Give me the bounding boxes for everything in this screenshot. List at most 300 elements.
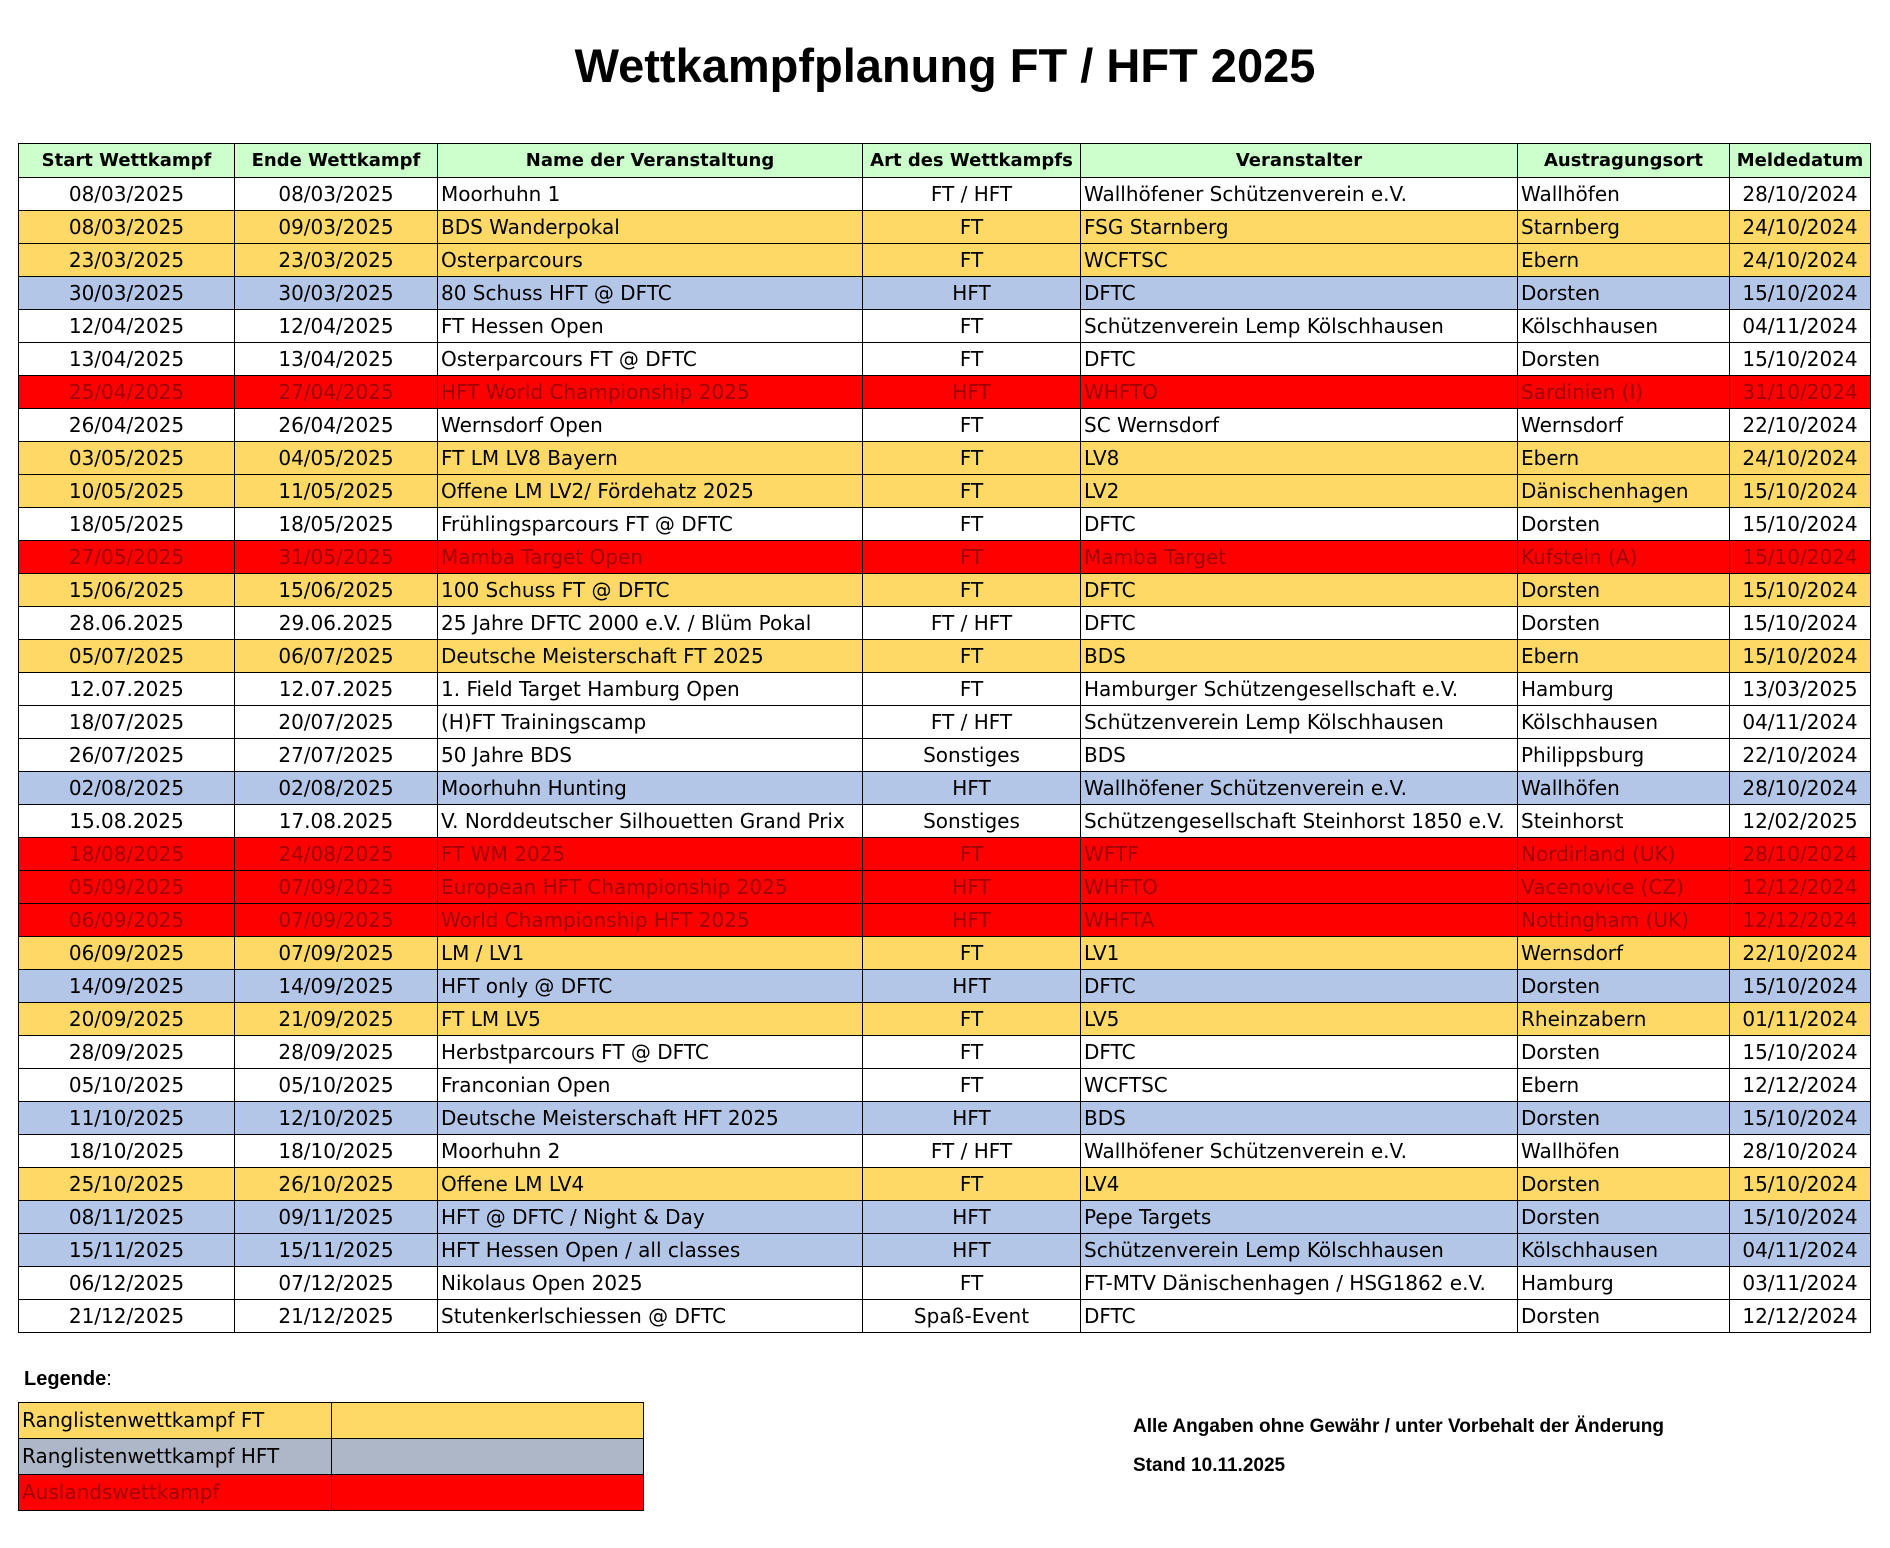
cell-registration-date: 04/11/2024 xyxy=(1730,310,1871,343)
cell-event-type: FT xyxy=(863,1036,1081,1069)
cell-start-date: 25/04/2025 xyxy=(19,376,235,409)
cell-venue: Dorsten xyxy=(1518,1201,1730,1234)
cell-event-name: 1. Field Target Hamburg Open xyxy=(438,673,863,706)
cell-registration-date: 22/10/2024 xyxy=(1730,739,1871,772)
cell-venue: Dänischenhagen xyxy=(1518,475,1730,508)
cell-venue: Nottingham (UK) xyxy=(1518,904,1730,937)
table-row xyxy=(19,1168,1871,1201)
cell-registration-date: 01/11/2024 xyxy=(1730,1003,1871,1036)
cell-registration-date: 15/10/2024 xyxy=(1730,1036,1871,1069)
cell-registration-date: 15/10/2024 xyxy=(1730,508,1871,541)
table-row xyxy=(19,409,1871,442)
cell-event-type: FT / HFT xyxy=(863,1135,1081,1168)
cell-end-date: 17.08.2025 xyxy=(235,805,438,838)
cell-start-date: 05/07/2025 xyxy=(19,640,235,673)
cell-end-date: 13/04/2025 xyxy=(235,343,438,376)
cell-end-date: 18/05/2025 xyxy=(235,508,438,541)
cell-organizer: DFTC xyxy=(1081,574,1518,607)
cell-venue: Dorsten xyxy=(1518,1300,1730,1333)
cell-registration-date: 12/12/2024 xyxy=(1730,1300,1871,1333)
cell-organizer: BDS xyxy=(1081,640,1518,673)
cell-start-date: 23/03/2025 xyxy=(19,244,235,277)
cell-venue: Kölschhausen xyxy=(1518,1234,1730,1267)
cell-organizer: Mamba Target xyxy=(1081,541,1518,574)
cell-end-date: 29.06.2025 xyxy=(235,607,438,640)
cell-venue: Ebern xyxy=(1518,244,1730,277)
cell-organizer: Wallhöfener Schützenverein e.V. xyxy=(1081,772,1518,805)
cell-venue: Starnberg xyxy=(1518,211,1730,244)
cell-event-name: Osterparcours xyxy=(438,244,863,277)
cell-venue: Rheinzabern xyxy=(1518,1003,1730,1036)
cell-registration-date: 15/10/2024 xyxy=(1730,475,1871,508)
table-row xyxy=(19,1234,1871,1267)
cell-event-name: Moorhuhn Hunting xyxy=(438,772,863,805)
cell-start-date: 06/09/2025 xyxy=(19,904,235,937)
table-row xyxy=(19,640,1871,673)
cell-start-date: 06/12/2025 xyxy=(19,1267,235,1300)
cell-start-date: 28.06.2025 xyxy=(19,607,235,640)
cell-event-type: FT xyxy=(863,574,1081,607)
cell-organizer: BDS xyxy=(1081,739,1518,772)
stand-date: Stand 10.11.2025 xyxy=(1133,1455,1286,1476)
cell-event-name: Moorhuhn 1 xyxy=(438,178,863,211)
cell-venue: Wallhöfen xyxy=(1518,178,1730,211)
cell-event-name: 100 Schuss FT @ DFTC xyxy=(438,574,863,607)
column-header-type: Art des Wettkampfs xyxy=(863,144,1081,178)
table-row xyxy=(19,1300,1871,1333)
cell-organizer: Pepe Targets xyxy=(1081,1201,1518,1234)
cell-venue: Ebern xyxy=(1518,442,1730,475)
cell-event-type: FT xyxy=(863,1267,1081,1300)
cell-end-date: 20/07/2025 xyxy=(235,706,438,739)
table-row xyxy=(19,574,1871,607)
cell-event-name: 80 Schuss HFT @ DFTC xyxy=(438,277,863,310)
cell-venue: Wernsdorf xyxy=(1518,937,1730,970)
cell-start-date: 10/05/2025 xyxy=(19,475,235,508)
cell-registration-date: 28/10/2024 xyxy=(1730,772,1871,805)
cell-organizer: WHFTO xyxy=(1081,871,1518,904)
table-row xyxy=(19,1135,1871,1168)
table-row xyxy=(19,541,1871,574)
cell-event-type: HFT xyxy=(863,376,1081,409)
cell-venue: Hamburg xyxy=(1518,673,1730,706)
cell-end-date: 09/03/2025 xyxy=(235,211,438,244)
cell-registration-date: 13/03/2025 xyxy=(1730,673,1871,706)
column-header-end: Ende Wettkampf xyxy=(235,144,438,178)
schedule-table xyxy=(18,143,1871,1333)
cell-registration-date: 24/10/2024 xyxy=(1730,244,1871,277)
cell-registration-date: 24/10/2024 xyxy=(1730,442,1871,475)
legend-table xyxy=(18,1402,644,1511)
table-row xyxy=(19,1036,1871,1069)
table-row xyxy=(19,937,1871,970)
cell-end-date: 12/04/2025 xyxy=(235,310,438,343)
cell-event-name: FT LM LV8 Bayern xyxy=(438,442,863,475)
cell-start-date: 20/09/2025 xyxy=(19,1003,235,1036)
cell-start-date: 15/06/2025 xyxy=(19,574,235,607)
cell-start-date: 03/05/2025 xyxy=(19,442,235,475)
cell-event-type: FT xyxy=(863,508,1081,541)
cell-event-name: Herbstparcours FT @ DFTC xyxy=(438,1036,863,1069)
cell-venue: Vacenovice (CZ) xyxy=(1518,871,1730,904)
cell-start-date: 27/05/2025 xyxy=(19,541,235,574)
cell-venue: Wallhöfen xyxy=(1518,1135,1730,1168)
cell-registration-date: 15/10/2024 xyxy=(1730,970,1871,1003)
cell-start-date: 08/03/2025 xyxy=(19,211,235,244)
table-row xyxy=(19,1201,1871,1234)
cell-event-name: Stutenkerlschiessen @ DFTC xyxy=(438,1300,863,1333)
cell-venue: Sardinien (I) xyxy=(1518,376,1730,409)
cell-registration-date: 15/10/2024 xyxy=(1730,607,1871,640)
cell-end-date: 24/08/2025 xyxy=(235,838,438,871)
cell-venue: Dorsten xyxy=(1518,1102,1730,1135)
cell-registration-date: 22/10/2024 xyxy=(1730,937,1871,970)
cell-organizer: LV2 xyxy=(1081,475,1518,508)
cell-organizer: WHFTA xyxy=(1081,904,1518,937)
cell-event-type: HFT xyxy=(863,1234,1081,1267)
column-header-venue: Austragungsort xyxy=(1518,144,1730,178)
cell-event-name: Mamba Target Open xyxy=(438,541,863,574)
table-row xyxy=(19,871,1871,904)
cell-event-name: V. Norddeutscher Silhouetten Grand Prix xyxy=(438,805,863,838)
table-row xyxy=(19,706,1871,739)
cell-start-date: 06/09/2025 xyxy=(19,937,235,970)
cell-organizer: Schützenverein Lemp Kölschhausen xyxy=(1081,1234,1518,1267)
cell-venue: Hamburg xyxy=(1518,1267,1730,1300)
cell-event-type: HFT xyxy=(863,1102,1081,1135)
cell-event-type: FT xyxy=(863,1069,1081,1102)
cell-event-type: FT xyxy=(863,1168,1081,1201)
cell-organizer: Schützenverein Lemp Kölschhausen xyxy=(1081,310,1518,343)
cell-end-date: 12/10/2025 xyxy=(235,1102,438,1135)
table-row xyxy=(19,1003,1871,1036)
cell-end-date: 14/09/2025 xyxy=(235,970,438,1003)
cell-venue: Dorsten xyxy=(1518,508,1730,541)
cell-end-date: 21/12/2025 xyxy=(235,1300,438,1333)
cell-registration-date: 04/11/2024 xyxy=(1730,1234,1871,1267)
cell-event-type: Sonstiges xyxy=(863,739,1081,772)
cell-venue: Dorsten xyxy=(1518,277,1730,310)
cell-venue: Steinhorst xyxy=(1518,805,1730,838)
column-header-registration: Meldedatum xyxy=(1730,144,1871,178)
cell-end-date: 11/05/2025 xyxy=(235,475,438,508)
cell-event-type: FT xyxy=(863,475,1081,508)
cell-organizer: DFTC xyxy=(1081,1036,1518,1069)
legend-swatch xyxy=(332,1475,644,1511)
cell-end-date: 18/10/2025 xyxy=(235,1135,438,1168)
cell-registration-date: 15/10/2024 xyxy=(1730,1201,1871,1234)
cell-organizer: FSG Starnberg xyxy=(1081,211,1518,244)
table-row xyxy=(19,1069,1871,1102)
cell-registration-date: 12/12/2024 xyxy=(1730,871,1871,904)
cell-registration-date: 12/02/2025 xyxy=(1730,805,1871,838)
table-row xyxy=(19,772,1871,805)
cell-end-date: 07/09/2025 xyxy=(235,937,438,970)
cell-end-date: 12.07.2025 xyxy=(235,673,438,706)
legend-body xyxy=(19,1403,644,1511)
cell-registration-date: 04/11/2024 xyxy=(1730,706,1871,739)
cell-end-date: 15/06/2025 xyxy=(235,574,438,607)
table-row xyxy=(19,673,1871,706)
cell-organizer: DFTC xyxy=(1081,508,1518,541)
cell-event-type: FT / HFT xyxy=(863,607,1081,640)
cell-organizer: DFTC xyxy=(1081,607,1518,640)
cell-event-type: FT / HFT xyxy=(863,178,1081,211)
cell-venue: Kölschhausen xyxy=(1518,706,1730,739)
cell-event-name: HFT Hessen Open / all classes xyxy=(438,1234,863,1267)
cell-end-date: 21/09/2025 xyxy=(235,1003,438,1036)
cell-organizer: Schützengesellschaft Steinhorst 1850 e.V. xyxy=(1081,805,1518,838)
cell-registration-date: 22/10/2024 xyxy=(1730,409,1871,442)
cell-end-date: 02/08/2025 xyxy=(235,772,438,805)
table-row xyxy=(19,277,1871,310)
cell-venue: Dorsten xyxy=(1518,574,1730,607)
table-row xyxy=(19,508,1871,541)
cell-start-date: 12.07.2025 xyxy=(19,673,235,706)
column-header-start: Start Wettkampf xyxy=(19,144,235,178)
cell-event-name: FT Hessen Open xyxy=(438,310,863,343)
cell-end-date: 08/03/2025 xyxy=(235,178,438,211)
cell-event-type: FT / HFT xyxy=(863,706,1081,739)
cell-event-type: Spaß-Event xyxy=(863,1300,1081,1333)
table-row xyxy=(19,607,1871,640)
cell-start-date: 18/10/2025 xyxy=(19,1135,235,1168)
cell-venue: Ebern xyxy=(1518,640,1730,673)
cell-organizer: BDS xyxy=(1081,1102,1518,1135)
cell-venue: Wernsdorf xyxy=(1518,409,1730,442)
cell-event-name: (H)FT Trainingscamp xyxy=(438,706,863,739)
cell-event-name: Franconian Open xyxy=(438,1069,863,1102)
column-header-organizer: Veranstalter xyxy=(1081,144,1518,178)
cell-event-type: Sonstiges xyxy=(863,805,1081,838)
cell-event-name: Deutsche Meisterschaft FT 2025 xyxy=(438,640,863,673)
cell-organizer: WHFTO xyxy=(1081,376,1518,409)
cell-event-type: FT xyxy=(863,211,1081,244)
cell-venue: Dorsten xyxy=(1518,343,1730,376)
table-row xyxy=(19,244,1871,277)
cell-organizer: LV4 xyxy=(1081,1168,1518,1201)
cell-registration-date: 15/10/2024 xyxy=(1730,343,1871,376)
legend-label: Auslandswettkampf xyxy=(19,1475,332,1511)
legend-row xyxy=(19,1439,644,1475)
cell-end-date: 30/03/2025 xyxy=(235,277,438,310)
table-row xyxy=(19,475,1871,508)
cell-event-type: FT xyxy=(863,343,1081,376)
cell-registration-date: 28/10/2024 xyxy=(1730,178,1871,211)
cell-organizer: SC Wernsdorf xyxy=(1081,409,1518,442)
cell-event-name: Moorhuhn 2 xyxy=(438,1135,863,1168)
cell-event-name: Offene LM LV2/ Fördehatz 2025 xyxy=(438,475,863,508)
cell-organizer: DFTC xyxy=(1081,343,1518,376)
cell-registration-date: 28/10/2024 xyxy=(1730,838,1871,871)
cell-event-name: FT LM LV5 xyxy=(438,1003,863,1036)
table-row xyxy=(19,1267,1871,1300)
cell-event-type: HFT xyxy=(863,277,1081,310)
cell-end-date: 07/09/2025 xyxy=(235,904,438,937)
cell-event-name: HFT World Championship 2025 xyxy=(438,376,863,409)
table-row xyxy=(19,442,1871,475)
cell-organizer: FT-MTV Dänischenhagen / HSG1862 e.V. xyxy=(1081,1267,1518,1300)
cell-venue: Wallhöfen xyxy=(1518,772,1730,805)
legend-title-text: Legende xyxy=(24,1368,107,1390)
cell-venue: Ebern xyxy=(1518,1069,1730,1102)
cell-start-date: 14/09/2025 xyxy=(19,970,235,1003)
cell-event-type: FT xyxy=(863,640,1081,673)
disclaimer-note: Alle Angaben ohne Gewähr / unter Vorbehalt der Änderung xyxy=(1133,1416,1664,1437)
cell-registration-date: 03/11/2024 xyxy=(1730,1267,1871,1300)
cell-end-date: 07/12/2025 xyxy=(235,1267,438,1300)
cell-organizer: DFTC xyxy=(1081,1300,1518,1333)
cell-event-type: FT xyxy=(863,1003,1081,1036)
cell-start-date: 21/12/2025 xyxy=(19,1300,235,1333)
cell-event-type: FT xyxy=(863,673,1081,706)
cell-organizer: DFTC xyxy=(1081,970,1518,1003)
cell-start-date: 18/07/2025 xyxy=(19,706,235,739)
cell-event-type: FT xyxy=(863,442,1081,475)
cell-event-type: HFT xyxy=(863,970,1081,1003)
cell-start-date: 18/08/2025 xyxy=(19,838,235,871)
cell-end-date: 31/05/2025 xyxy=(235,541,438,574)
cell-start-date: 15/11/2025 xyxy=(19,1234,235,1267)
cell-registration-date: 12/12/2024 xyxy=(1730,1069,1871,1102)
cell-event-name: World Championship HFT 2025 xyxy=(438,904,863,937)
cell-end-date: 27/04/2025 xyxy=(235,376,438,409)
cell-start-date: 28/09/2025 xyxy=(19,1036,235,1069)
cell-event-name: LM / LV1 xyxy=(438,937,863,970)
schedule-body xyxy=(19,178,1871,1333)
table-row xyxy=(19,1102,1871,1135)
cell-venue: Dorsten xyxy=(1518,970,1730,1003)
cell-end-date: 06/07/2025 xyxy=(235,640,438,673)
cell-event-type: HFT xyxy=(863,1201,1081,1234)
cell-organizer: Wallhöfener Schützenverein e.V. xyxy=(1081,1135,1518,1168)
cell-start-date: 08/03/2025 xyxy=(19,178,235,211)
cell-end-date: 23/03/2025 xyxy=(235,244,438,277)
cell-end-date: 15/11/2025 xyxy=(235,1234,438,1267)
cell-event-type: HFT xyxy=(863,871,1081,904)
cell-venue: Philippsburg xyxy=(1518,739,1730,772)
cell-start-date: 11/10/2025 xyxy=(19,1102,235,1135)
cell-registration-date: 15/10/2024 xyxy=(1730,277,1871,310)
cell-organizer: DFTC xyxy=(1081,277,1518,310)
cell-organizer: LV8 xyxy=(1081,442,1518,475)
legend-label: Ranglistenwettkampf HFT xyxy=(19,1439,332,1475)
cell-registration-date: 12/12/2024 xyxy=(1730,904,1871,937)
cell-organizer: WCFTSC xyxy=(1081,244,1518,277)
cell-organizer: WFTF xyxy=(1081,838,1518,871)
cell-start-date: 05/09/2025 xyxy=(19,871,235,904)
table-row xyxy=(19,376,1871,409)
cell-end-date: 27/07/2025 xyxy=(235,739,438,772)
table-row xyxy=(19,211,1871,244)
cell-event-name: Nikolaus Open 2025 xyxy=(438,1267,863,1300)
table-row xyxy=(19,970,1871,1003)
cell-registration-date: 15/10/2024 xyxy=(1730,541,1871,574)
legend-row xyxy=(19,1475,644,1511)
cell-venue: Dorsten xyxy=(1518,607,1730,640)
cell-venue: Kölschhausen xyxy=(1518,310,1730,343)
header-row xyxy=(19,144,1871,178)
cell-start-date: 05/10/2025 xyxy=(19,1069,235,1102)
table-row xyxy=(19,904,1871,937)
cell-start-date: 18/05/2025 xyxy=(19,508,235,541)
legend-label: Ranglistenwettkampf FT xyxy=(19,1403,332,1439)
cell-event-type: FT xyxy=(863,244,1081,277)
cell-registration-date: 31/10/2024 xyxy=(1730,376,1871,409)
cell-event-name: 50 Jahre BDS xyxy=(438,739,863,772)
legend-row xyxy=(19,1403,644,1439)
cell-event-type: FT xyxy=(863,541,1081,574)
cell-registration-date: 28/10/2024 xyxy=(1730,1135,1871,1168)
cell-organizer: Hamburger Schützengesellschaft e.V. xyxy=(1081,673,1518,706)
cell-organizer: WCFTSC xyxy=(1081,1069,1518,1102)
table-row xyxy=(19,739,1871,772)
cell-venue: Nordirland (UK) xyxy=(1518,838,1730,871)
legend-swatch xyxy=(332,1403,644,1439)
cell-start-date: 02/08/2025 xyxy=(19,772,235,805)
legend-title: Legende: xyxy=(24,1368,112,1390)
table-row xyxy=(19,343,1871,376)
cell-registration-date: 15/10/2024 xyxy=(1730,1102,1871,1135)
cell-event-type: FT xyxy=(863,937,1081,970)
table-row xyxy=(19,838,1871,871)
cell-start-date: 08/11/2025 xyxy=(19,1201,235,1234)
cell-registration-date: 15/10/2024 xyxy=(1730,1168,1871,1201)
cell-registration-date: 24/10/2024 xyxy=(1730,211,1871,244)
table-row xyxy=(19,805,1871,838)
cell-event-name: HFT only @ DFTC xyxy=(438,970,863,1003)
cell-end-date: 05/10/2025 xyxy=(235,1069,438,1102)
cell-end-date: 04/05/2025 xyxy=(235,442,438,475)
cell-event-name: Frühlingsparcours FT @ DFTC xyxy=(438,508,863,541)
cell-event-name: BDS Wanderpokal xyxy=(438,211,863,244)
cell-event-name: 25 Jahre DFTC 2000 e.V. / Blüm Pokal xyxy=(438,607,863,640)
cell-organizer: Schützenverein Lemp Kölschhausen xyxy=(1081,706,1518,739)
cell-start-date: 26/04/2025 xyxy=(19,409,235,442)
cell-start-date: 12/04/2025 xyxy=(19,310,235,343)
cell-event-name: HFT @ DFTC / Night & Day xyxy=(438,1201,863,1234)
cell-start-date: 15.08.2025 xyxy=(19,805,235,838)
cell-organizer: LV1 xyxy=(1081,937,1518,970)
table-row xyxy=(19,178,1871,211)
cell-end-date: 26/04/2025 xyxy=(235,409,438,442)
cell-venue: Kufstein (A) xyxy=(1518,541,1730,574)
cell-organizer: Wallhöfener Schützenverein e.V. xyxy=(1081,178,1518,211)
cell-event-name: European HFT Championship 2025 xyxy=(438,871,863,904)
cell-event-type: FT xyxy=(863,838,1081,871)
cell-event-type: HFT xyxy=(863,904,1081,937)
cell-end-date: 26/10/2025 xyxy=(235,1168,438,1201)
cell-start-date: 30/03/2025 xyxy=(19,277,235,310)
page-title: Wettkampfplanung FT / HFT 2025 xyxy=(574,39,1316,92)
table-row xyxy=(19,310,1871,343)
cell-event-name: Wernsdorf Open xyxy=(438,409,863,442)
cell-end-date: 07/09/2025 xyxy=(235,871,438,904)
cell-event-type: HFT xyxy=(863,772,1081,805)
legend-swatch xyxy=(332,1439,644,1475)
cell-event-name: FT WM 2025 xyxy=(438,838,863,871)
cell-venue: Dorsten xyxy=(1518,1168,1730,1201)
cell-start-date: 26/07/2025 xyxy=(19,739,235,772)
cell-venue: Dorsten xyxy=(1518,1036,1730,1069)
cell-event-name: Osterparcours FT @ DFTC xyxy=(438,343,863,376)
cell-registration-date: 15/10/2024 xyxy=(1730,574,1871,607)
cell-start-date: 13/04/2025 xyxy=(19,343,235,376)
cell-event-name: Deutsche Meisterschaft HFT 2025 xyxy=(438,1102,863,1135)
cell-end-date: 28/09/2025 xyxy=(235,1036,438,1069)
cell-registration-date: 15/10/2024 xyxy=(1730,640,1871,673)
cell-start-date: 25/10/2025 xyxy=(19,1168,235,1201)
